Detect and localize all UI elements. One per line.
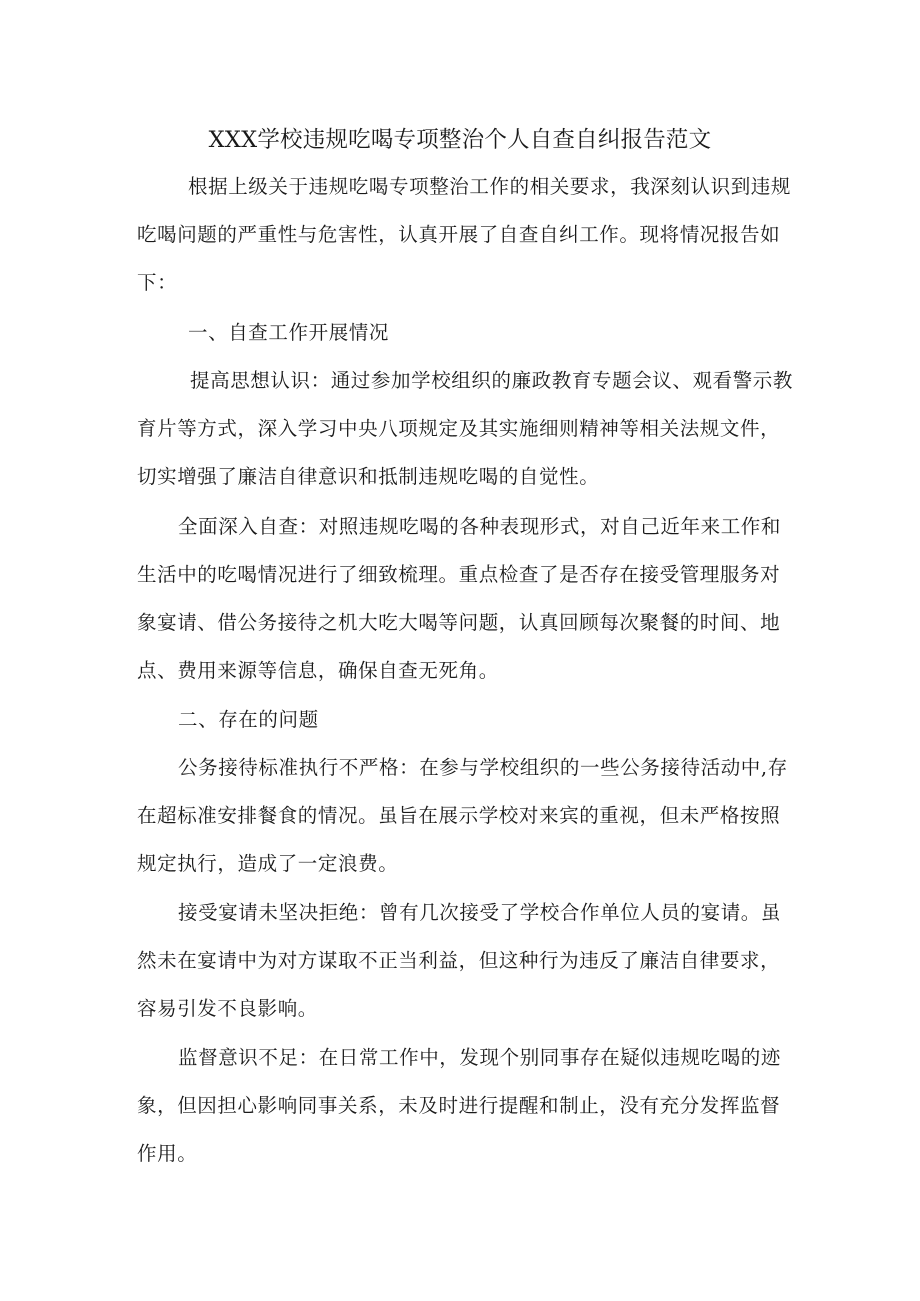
paragraph-line: 根据上级关于违规吃喝专项整治工作的相关要求，我深刻认识到违规 — [188, 175, 792, 198]
paragraph-line: 提高思想认识：通过参加学校组织的廉政教育专题会议、观看警示教 — [190, 369, 794, 392]
paragraph-line: 吃喝问题的严重性与危害性，认真开展了自查自纠工作。现将情况报告如 — [137, 223, 781, 246]
paragraph-line: 象，但因担心影响同事关系，未及时进行提醒和制止，没有充分发挥监督 — [137, 1094, 781, 1117]
paragraph-line: 点、费用来源等信息，确保自查无死角。 — [137, 659, 499, 682]
section-heading-2: 二、存在的问题 — [178, 708, 319, 731]
paragraph-line: 象宴请、借公务接待之机大吃大喝等问题，认真回顾每次聚餐的时间、地 — [137, 611, 781, 634]
paragraph-line: 规定执行，造成了一定浪费。 — [137, 852, 399, 875]
document-title: XXX学校违规吃喝专项整治个人自查自纠报告范文 — [208, 127, 712, 153]
paragraph-line: 切实增强了廉洁自律意识和抵制违规吃喝的自觉性。 — [137, 465, 600, 488]
section-heading-1: 一、自查工作开展情况 — [188, 321, 390, 344]
paragraph-line: 作用。 — [137, 1142, 198, 1165]
paragraph-line: 然未在宴请中为对方谋取不正当利益，但这种行为违反了廉洁自律要求， — [137, 949, 781, 972]
paragraph-line: 容易引发不良影响。 — [137, 997, 318, 1020]
paragraph-line: 监督意识不足：在日常工作中，发现个别同事存在疑似违规吃喝的迹 — [178, 1046, 782, 1069]
paragraph-line: 下： — [137, 271, 178, 294]
paragraph-line: 公务接待标准执行不严格：在参与学校组织的一些公务接待活动中,存 — [178, 756, 788, 779]
paragraph-line: 生活中的吃喝情况进行了细致梳理。重点检查了是否存在接受管理服务对 — [137, 563, 781, 586]
paragraph-line: 育片等方式，深入学习中央八项规定及其实施细则精神等相关法规文件， — [137, 417, 781, 440]
paragraph-line: 在超标准安排餐食的情况。虽旨在展示学校对来宾的重视，但未严格按照 — [137, 804, 781, 827]
paragraph-line: 全面深入自查：对照违规吃喝的各种表现形式，对自己近年来工作和 — [178, 515, 782, 538]
paragraph-line: 接受宴请未坚决拒绝：曾有几次接受了学校合作单位人员的宴请。虽 — [178, 901, 782, 924]
